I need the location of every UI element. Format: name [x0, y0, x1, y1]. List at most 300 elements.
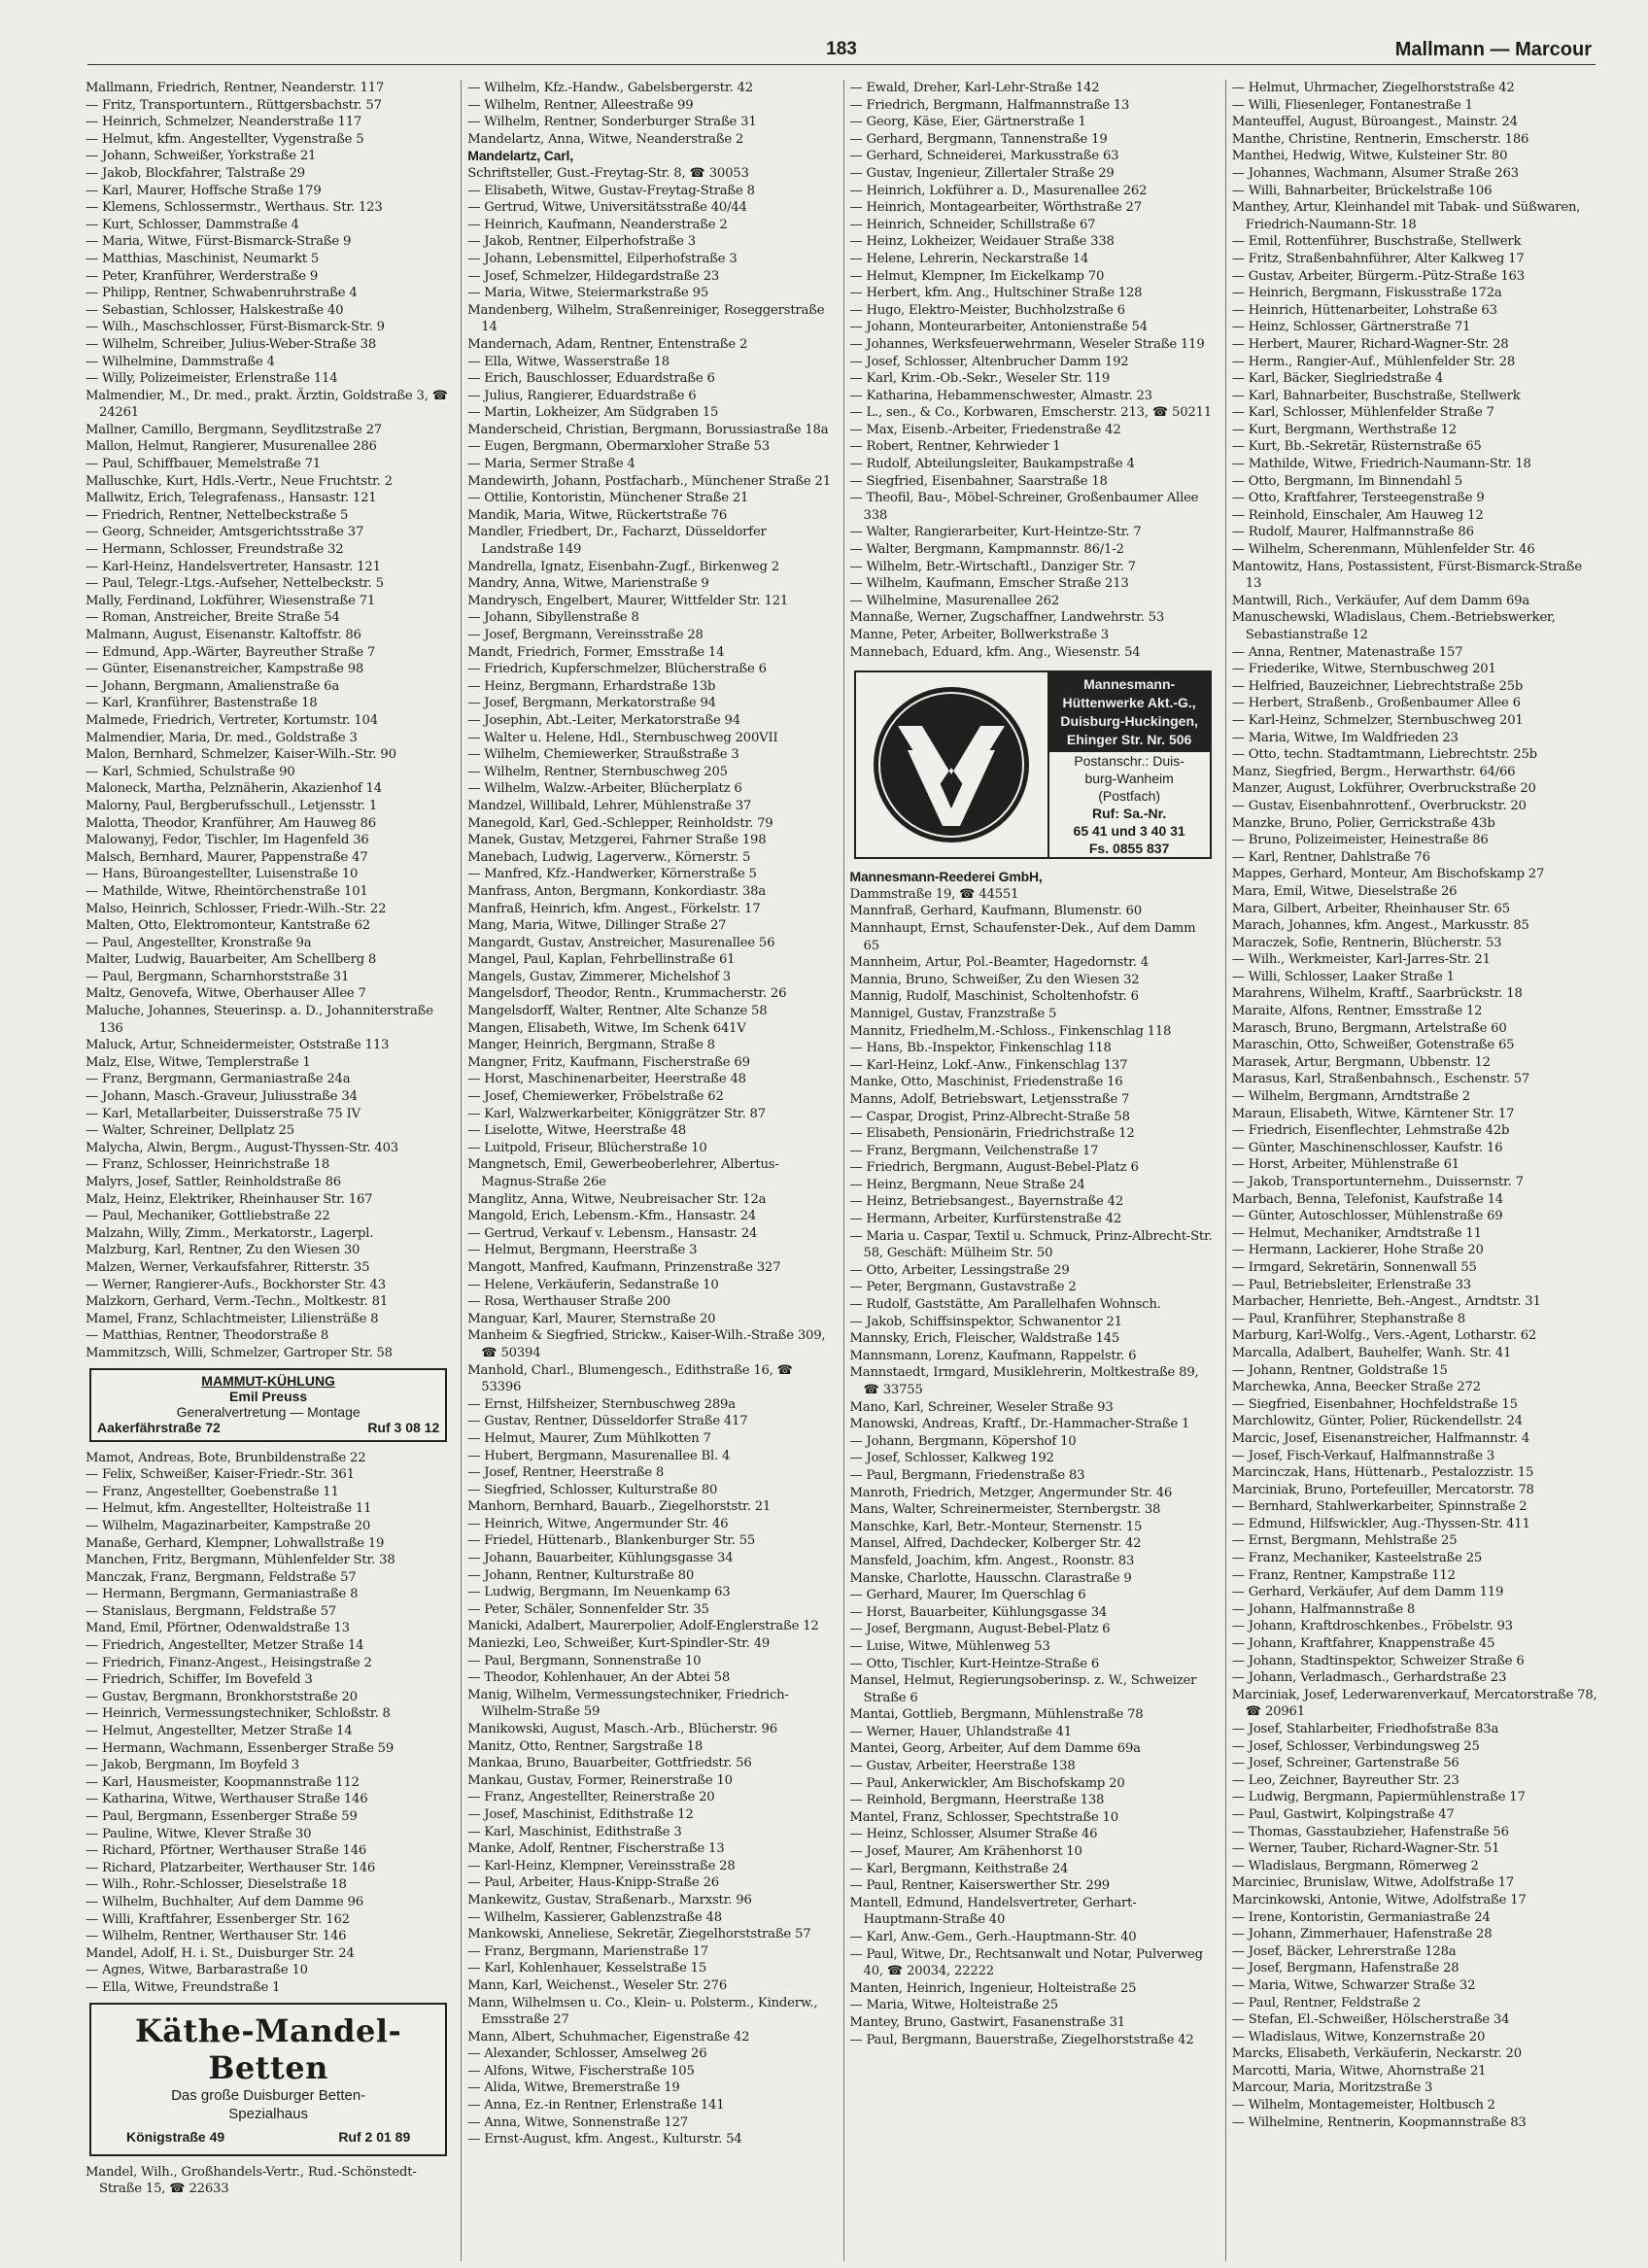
directory-entry: — Werner, Hauer, Uhlandstraße 41: [849, 1724, 1072, 1739]
directory-entry: Mantey, Bruno, Gastwirt, Fasanenstraße 31: [849, 2014, 1125, 2030]
column-1: [86, 80, 451, 2261]
directory-entry: Marcotti, Maria, Witwe, Ahornstraße 21: [1231, 2063, 1487, 2079]
page-header: [87, 39, 1596, 65]
directory-entry: Mantowitz, Hans, Postassistent, Fürst-Bismarck-Straße 13: [1231, 559, 1582, 592]
column-1-top-list: [86, 80, 451, 1362]
directory-entry: — Johann, Bauarbeiter, Kühlungsgasse 34: [467, 1551, 734, 1566]
directory-entry: — Mathilde, Witwe, Friedrich-Naumann-Str. 18: [1231, 457, 1531, 472]
directory-entry: Malycha, Alwin, Bergm., August-Thyssen-Str. 403: [86, 1140, 398, 1155]
mw-line-6: Fs. 0855 837: [1088, 841, 1170, 857]
directory-entry: Marciniak, Bruno, Portefeuiller, Mercatorstr. 78: [1231, 1482, 1534, 1497]
directory-entry: — Josef, Schlosser, Verbindungsweg 25: [1231, 1738, 1480, 1754]
directory-entry: — Gustav, Arbeiter, Heerstraße 138: [849, 1759, 1076, 1774]
directory-entry: — Willy, Polizeimeister, Erlenstraße 114: [86, 371, 338, 387]
directory-entry: — Paul, Bergmann, Essenberger Straße 59: [86, 1809, 358, 1824]
directory-entry: Malmendier, M., Dr. med., prakt. Ärztin, Goldstraße 3, ☎ 24261: [86, 388, 448, 421]
directory-entry: — Jakob, Rentner, Eilperhofstraße 3: [467, 234, 696, 250]
directory-entry: Mankau, Gustav, Former, Reinerstraße 10: [467, 1772, 733, 1788]
directory-entry: — Karl-Heinz, Schmelzer, Sternbuschweg 201: [1231, 712, 1524, 728]
directory-entry: Mano, Karl, Schreiner, Weseler Straße 93: [849, 1399, 1114, 1415]
directory-entry: — Johann, Rentner, Goldstraße 15: [1231, 1362, 1448, 1378]
directory-entry: Schriftsteller, Gust.-Freytag-Str. 8, ☎ 30053: [467, 165, 749, 181]
directory-entry: Mannitz, Friedhelm,M.-Schloss., Finkenschlag 118: [849, 1023, 1172, 1039]
directory-entry: — Paul, Angestellter, Kronstraße 9a: [86, 935, 312, 950]
ad-owner: Emil Preuss: [229, 1388, 308, 1404]
directory-entry: Manke, Adolf, Rentner, Fischerstraße 13: [467, 1841, 725, 1857]
column-3-main-list: [850, 886, 1216, 2048]
directory-entry: — Rudolf, Gaststätte, Am Parallelhafen Wohnsch.: [849, 1297, 1161, 1313]
directory-entry: — Josef, Bergmann, August-Bebel-Platz 6: [849, 1622, 1111, 1637]
directory-entry: — Wilh., Rohr.-Schlosser, Dieselstraße 18: [86, 1877, 347, 1893]
directory-entry: — Edmund, App.-Wärter, Bayreuther Straße 7: [86, 644, 376, 660]
directory-entry: — Gustav, Arbeiter, Bürgerm.-Pütz-Straße 163: [1231, 268, 1525, 284]
directory-entry: — Gertrud, Witwe, Universitätsstraße 40/44: [467, 200, 747, 216]
directory-entry: — Johann, Bergmann, Amalienstraße 6a: [86, 678, 340, 694]
mw-line-3: (Postfach): [1098, 788, 1161, 805]
directory-entry: Mandzel, Willibald, Lehrer, Mühlenstraße 37: [467, 798, 752, 813]
directory-entry: — Leo, Zeichner, Bayreuther Str. 23: [1231, 1772, 1459, 1788]
directory-entry: Manzer, August, Lokführer, Overbruckstraße 20: [1231, 781, 1536, 797]
directory-entry: — Siegfried, Eisenbahner, Hochfeldstraße 15: [1231, 1396, 1518, 1412]
directory-entry: — Karl, Bahnarbeiter, Buschstraße, Stellwerk: [1231, 388, 1521, 403]
directory-entry: — Wladislaus, Witwe, Konzernstraße 20: [1231, 2029, 1486, 2045]
ad-address: Königstraße 49: [126, 2128, 225, 2145]
directory-entry: — Richard, Pförtner, Werthauser Straße 146: [86, 1843, 367, 1859]
directory-entry: Mangen, Elisabeth, Witwe, Im Schenk 641V: [467, 1020, 746, 1036]
directory-entry: Manczak, Franz, Bergmann, Feldstraße 57: [86, 1569, 357, 1585]
directory-entry: Malyrs, Josef, Sattler, Reinholdstraße 86: [86, 1175, 341, 1189]
directory-entry: Marciniak, Josef, Lederwarenverkauf, Mercatorstraße 78, ☎ 20961: [1231, 1687, 1597, 1720]
directory-entry: Manebach, Ludwig, Lagerverw., Körnerstr. 5: [467, 849, 751, 865]
directory-entry: Maltz, Genovefa, Witwe, Oberhauser Allee 7: [86, 986, 366, 1002]
directory-entry: — Johann, Zimmerhauer, Hafenstraße 28: [1231, 1927, 1493, 1942]
directory-entry: — Rudolf, Maurer, Halfmannstraße 86: [1231, 525, 1474, 540]
directory-entry: — Jakob, Blockfahrer, Talstraße 29: [86, 165, 305, 181]
directory-entry: — Karl, Schlosser, Mühlenfelder Straße 7: [1231, 405, 1494, 421]
directory-entry: — Heinrich, Schneider, Schillstraße 67: [849, 217, 1096, 232]
directory-entry: — Helmut, kfm. Angestellter, Vygenstraße 5: [86, 131, 364, 147]
directory-entry: — Paul, Ankerwickler, Am Bischofskamp 20: [849, 1775, 1125, 1791]
directory-entry: — Johann, Kraftdroschkenbes., Fröbelstr. 93: [1231, 1619, 1513, 1634]
directory-entry: — Josef, Bergmann, Vereinsstraße 28: [467, 628, 704, 642]
directory-entry: — Theofil, Bau-, Möbel-Schreiner, Großenbaumer Allee 338: [849, 491, 1199, 523]
directory-entry: Mankewitz, Gustav, Straßenarb., Marxstr. 96: [467, 1892, 752, 1907]
directory-entry: — Ernst, Bergmann, Mehlstraße 25: [1231, 1533, 1458, 1549]
directory-entry: — Wilhelm, Rentner, Alleestraße 99: [467, 97, 694, 113]
directory-entry: — Peter, Bergmann, Gustavstraße 2: [849, 1280, 1077, 1295]
directory-entry: Manne, Peter, Arbeiter, Bollwerkstraße 3: [849, 628, 1109, 642]
directory-entry: Malter, Ludwig, Bauarbeiter, Am Schellberg 8: [86, 952, 377, 968]
directory-entry: — Peter, Kranführer, Werderstraße 9: [86, 268, 319, 284]
directory-entry: — Otto, Arbeiter, Lessingstraße 29: [849, 1262, 1070, 1278]
directory-entry: — Josef, Schlosser, Kalkweg 192: [849, 1451, 1054, 1466]
directory-entry: — Wilhelm, Kaufmann, Emscher Straße 213: [849, 576, 1129, 592]
directory-entry: — Hermann, Bergmann, Germaniastraße 8: [86, 1587, 359, 1602]
directory-entry: — Stefan, El.-Schweißer, Hölscherstraße 34: [1231, 2012, 1510, 2028]
directory-entry: Mallon, Helmut, Rangierer, Musurenallee 286: [86, 439, 377, 455]
directory-entry: — Wilhelm, Betr.-Wirtschaftl., Danziger Str. 7: [849, 559, 1136, 574]
directory-entry: — Franz, Rentner, Kampstraße 112: [1231, 1567, 1456, 1583]
directory-entry: Mappes, Gerhard, Monteur, Am Bischofskamp 27: [1231, 867, 1545, 882]
directory-entry: — Johann, Schweißer, Yorkstraße 21: [86, 149, 317, 164]
directory-entry: — Edmund, Hilfswickler, Aug.-Thyssen-Str. 411: [1231, 1516, 1530, 1531]
directory-entry: Mandernach, Adam, Rentner, Entenstraße 2: [467, 336, 748, 352]
directory-entry: — Siegfried, Schlosser, Kulturstraße 80: [467, 1482, 718, 1497]
directory-entry: Maraite, Alfons, Rentner, Emsstraße 12: [1231, 1004, 1483, 1019]
directory-entry: Mann, Karl, Weichenst., Weseler Str. 276: [467, 1977, 728, 1993]
directory-entry: Manig, Wilhelm, Vermessungstechniker, Friedrich-Wilhelm-Straße 59: [467, 1687, 789, 1720]
directory-entry: — Paul, Telegr.-Ltgs.-Aufseher, Nettelbeckstr. 5: [86, 576, 384, 592]
directory-entry: Maraschin, Otto, Schweißer, Gotenstraße 65: [1231, 1038, 1515, 1053]
directory-entry: Manheim & Siegfried, Strickw., Kaiser-Wilh.-Straße 309, ☎ 50394: [467, 1328, 826, 1360]
directory-entry: Manicki, Adalbert, Maurerpolier, Adolf-Englerstraße 12: [467, 1619, 819, 1634]
directory-entry: Mandelartz, Anna, Witwe, Neanderstraße 2: [467, 131, 744, 147]
directory-entry: — Alexander, Schlosser, Amselweg 26: [467, 2046, 707, 2062]
directory-entry: Malz, Heinz, Elektriker, Rheinhauser Str. 167: [86, 1191, 373, 1207]
directory-entry: — Heinrich, Vermessungstechniker, Schloßstr. 8: [86, 1706, 391, 1722]
directory-entry: — Karl, Kohlenhauer, Kesselstraße 15: [467, 1961, 707, 1976]
directory-entry: Mamot, Andreas, Bote, Brunbildenstraße 22: [86, 1450, 366, 1465]
directory-entry: — Walter, Bergmann, Kampmannstr. 86/1-2: [849, 542, 1124, 558]
directory-entry: — Maria, Sermer Straße 4: [467, 457, 635, 472]
directory-entry: — Jakob, Bergmann, Im Boyfeld 3: [86, 1758, 299, 1773]
directory-entry: Mandt, Friedrich, Former, Emsstraße 14: [467, 644, 725, 660]
directory-entry: — Friedrich, Eisenflechter, Lehmstraße 42b: [1231, 1123, 1510, 1139]
directory-entry: Malmann, August, Eisenanstr. Kaltoffstr. 86: [86, 628, 361, 642]
directory-entry: — Paul, Kranführer, Stephanstraße 8: [1231, 1311, 1465, 1326]
directory-entry: — Gustav, Rentner, Düsseldorfer Straße 417: [467, 1414, 748, 1429]
directory-entry: — Maria, Witwe, Im Waldfrieden 23: [1231, 730, 1459, 745]
mw-line-5: 65 41 und 3 40 31: [1073, 823, 1185, 840]
directory-entry: — Richard, Platzarbeiter, Werthauser Str. 146: [86, 1860, 376, 1875]
directory-entry: — Paul, Bergmann, Sonnenstraße 10: [467, 1653, 702, 1668]
directory-entry: — Josef, Stahlarbeiter, Friedhofstraße 83a: [1231, 1722, 1499, 1736]
directory-entry: Mannig, Rudolf, Maschinist, Scholtenhofstr. 6: [849, 989, 1139, 1005]
directory-entry: — Horst, Arbeiter, Mühlenstraße 61: [1231, 1157, 1459, 1173]
directory-columns: [86, 80, 1597, 2261]
directory-entry: Mandenberg, Wilhelm, Straßenreiniger, Roseggerstraße 14: [467, 302, 825, 335]
directory-entry: Mangott, Manfred, Kaufmann, Prinzenstraße 327: [467, 1259, 781, 1275]
directory-entry: — Julius, Rangierer, Eduardstraße 6: [467, 388, 697, 403]
directory-entry: Manns, Adolf, Betriebswart, Letjensstraße 7: [849, 1091, 1130, 1107]
directory-entry: — Johann, Bergmann, Köpershof 10: [849, 1433, 1077, 1449]
directory-entry: Mantei, Georg, Arbeiter, Auf dem Damme 69a: [849, 1741, 1141, 1757]
directory-entry: — Kurt, Bb.-Sekretär, Rüsternstraße 65: [1231, 439, 1482, 455]
directory-entry: — Gerhard, Bergmann, Tannenstraße 19: [849, 131, 1108, 147]
directory-entry: — Heinz, Lokheizer, Weidauer Straße 338: [849, 234, 1115, 250]
directory-entry: — Wilhelmine, Masurenallee 262: [849, 593, 1060, 608]
directory-entry: Mangelsdorff, Walter, Rentner, Alte Schanze 58: [467, 1004, 768, 1019]
directory-entry: Mangels, Gustav, Zimmerer, Michelshof 3: [467, 969, 731, 984]
directory-entry: Mandel, Wilh., Großhandels-Vertr., Rud.-Schönstedt-Straße 15, ☎ 22633: [86, 2164, 417, 2197]
directory-entry: — Walter, Rangierarbeiter, Kurt-Heintze-Str. 7: [849, 525, 1142, 540]
directory-entry: — Josephin, Abt.-Leiter, Merkatorstraße 94: [467, 712, 740, 728]
directory-entry: Marcic, Josef, Eisenanstreicher, Halfmannstr. 4: [1231, 1430, 1530, 1446]
directory-entry: — Josef, Maurer, Am Krähenhorst 10: [849, 1844, 1082, 1860]
directory-entry: — Matthias, Rentner, Theodorstraße 8: [86, 1328, 329, 1344]
directory-entry: — Mathilde, Witwe, Rheintörchenstraße 101: [86, 883, 368, 899]
directory-entry: Mans, Walter, Schreinermeister, Sternbergstr. 38: [849, 1502, 1161, 1518]
directory-entry: — Josef, Fisch-Verkauf, Halfmannstraße 3: [1231, 1448, 1495, 1463]
directory-entry: — Wilhelmine, Dammstraße 4: [86, 354, 275, 369]
directory-entry: Marasch, Bruno, Bergmann, Artelstraße 60: [1231, 1020, 1507, 1036]
directory-entry: Mannaße, Werner, Zugschaffner, Landwehrstr. 53: [849, 610, 1165, 626]
directory-entry: Marchlowitz, Günter, Polier, Rückendellstr. 24: [1231, 1414, 1523, 1429]
directory-entry: — Ewald, Dreher, Karl-Lehr-Straße 142: [849, 81, 1100, 95]
directory-entry: — Franz, Schlosser, Heinrichstraße 18: [86, 1157, 330, 1173]
directory-entry: Maluche, Johannes, Steuerinsp. a. D., Johanniterstraße 136: [86, 1004, 433, 1036]
directory-entry: Malmendier, Maria, Dr. med., Goldstraße 3: [86, 730, 358, 745]
directory-entry: — Klemens, Schlossermstr., Werthaus. Str. 123: [86, 200, 383, 216]
directory-entry: — Heinz, Bergmann, Erhardstraße 13b: [467, 678, 716, 694]
directory-entry: Mannsmann, Lorenz, Kaufmann, Rappelstr. 6: [849, 1348, 1137, 1363]
directory-entry: Malon, Bernhard, Schmelzer, Kaiser-Wilh.-Str. 90: [86, 747, 396, 763]
directory-entry: — Karl, Krim.-Ob.-Sekr., Weseler Str. 119: [849, 371, 1111, 387]
directory-entry: — Gerhard, Verkäufer, Auf dem Damm 119: [1231, 1585, 1504, 1600]
directory-entry: Marcalla, Adalbert, Bauhelfer, Wanh. Str. 41: [1231, 1345, 1512, 1360]
directory-entry: — Heinrich, Hüttenarbeiter, Lohstraße 63: [1231, 302, 1497, 318]
bold-entry-mandelartz: Mandelartz, Carl,: [467, 148, 573, 164]
directory-entry: Malso, Heinrich, Schlosser, Friedr.-Wilh.-Str. 22: [86, 901, 387, 916]
directory-entry: — Bruno, Polizeimeister, Heinestraße 86: [1231, 833, 1489, 848]
directory-entry: — Otto, Kraftfahrer, Tersteegenstraße 9: [1231, 491, 1485, 506]
directory-entry: — Anna, Rentner, Matenastraße 157: [1231, 644, 1463, 660]
directory-entry: — Fritz, Straßenbahnführer, Alter Kalkweg 17: [1231, 251, 1525, 266]
ad-address: Aakerfährstraße 72: [97, 1419, 221, 1435]
directory-entry: — Ernst-August, kfm. Angest., Kulturstr. 54: [467, 2132, 742, 2148]
directory-entry: Manchen, Fritz, Bergmann, Mühlenfelder Str. 38: [86, 1553, 395, 1568]
directory-entry: — Luitpold, Friseur, Blücherstraße 10: [467, 1140, 707, 1155]
directory-entry: — Friedrich, Bergmann, Halfmannstraße 13: [849, 97, 1130, 113]
directory-entry: — Wilhelm, Rentner, Sonderburger Straße 31: [467, 115, 757, 130]
ad-line-2: Spezialhaus: [228, 2105, 308, 2122]
directory-entry: — Friedrich, Finanz-Angest., Heisingstraße 2: [86, 1655, 372, 1670]
directory-entry: — Georg, Käse, Eier, Gärtnerstraße 1: [849, 115, 1086, 130]
directory-entry: — Otto, Tischler, Kurt-Heintze-Straße 6: [849, 1656, 1100, 1671]
directory-entry: Mandewirth, Johann, Postfacharb., Münchener Straße 21: [467, 473, 831, 489]
directory-entry: — Wilhelm, Walzw.-Arbeiter, Blücherplatz 6: [467, 781, 742, 797]
directory-entry: — Gustav, Bergmann, Bronkhorststraße 20: [86, 1689, 358, 1704]
directory-entry: — Jakob, Schiffsinspektor, Schwanentor 21: [849, 1314, 1122, 1329]
directory-entry: Mannebach, Eduard, kfm. Ang., Wiesenstr. 54: [849, 644, 1141, 660]
directory-entry: Maraczek, Sofie, Rentnerin, Blücherstr. 53: [1231, 935, 1502, 950]
directory-entry: — Paul, Gastwirt, Kolpingstraße 47: [1231, 1806, 1455, 1822]
directory-entry: — Willi, Fliesenleger, Fontanestraße 1: [1231, 97, 1473, 113]
directory-entry: — Rosa, Werthauser Straße 200: [467, 1294, 670, 1310]
directory-entry: Mallwitz, Erich, Telegrafenass., Hansastr. 121: [86, 491, 377, 506]
directory-entry: — Friedrich, Bergmann, August-Bebel-Platz 6: [849, 1160, 1139, 1176]
directory-entry: — Friedel, Hüttenarb., Blankenburger Str. 55: [467, 1533, 756, 1549]
directory-entry: — Roman, Anstreicher, Breite Straße 54: [86, 610, 340, 626]
directory-entry: — Franz, Mechaniker, Kasteelstraße 25: [1231, 1551, 1483, 1566]
directory-entry: — Josef, Maschinist, Edithstraße 12: [467, 1806, 694, 1822]
directory-entry: Mannsky, Erich, Fleischer, Waldstraße 145: [849, 1331, 1120, 1347]
directory-entry: Manitz, Otto, Rentner, Sargstraße 18: [467, 1738, 704, 1754]
directory-entry: — Anna, Witwe, Sonnenstraße 127: [467, 2114, 688, 2130]
directory-entry: Manfrass, Anton, Bergmann, Konkordiastr. 38a: [467, 883, 767, 899]
directory-entry: Malzburg, Karl, Rentner, Zu den Wiesen 30: [86, 1243, 360, 1258]
directory-entry: — Agnes, Witwe, Barbarastraße 10: [86, 1963, 308, 1978]
directory-entry: Manaße, Gerhard, Klempner, Lohwallstraße 19: [86, 1535, 385, 1551]
directory-entry: Mantwill, Rich., Verkäufer, Auf dem Damm 69a: [1231, 593, 1530, 608]
directory-entry: Mara, Gilbert, Arbeiter, Rheinhauser Str. 65: [1231, 901, 1510, 916]
column-1-bottom-list: [86, 1450, 451, 1997]
directory-entry: Manz, Siegfried, Bergm., Herwarthstr. 64/66: [1231, 764, 1516, 779]
directory-entry: — Karl, Rentner, Dahlstraße 76: [1231, 849, 1430, 865]
directory-entry: Mantell, Edmund, Handelsvertreter, Gerhart-Hauptmann-Straße 40: [849, 1895, 1137, 1928]
directory-entry: Marcour, Maria, Moritzstraße 3: [1231, 2080, 1433, 2096]
directory-entry: Mansel, Helmut, Regierungsoberinsp. z. W., Schweizer Straße 6: [849, 1673, 1197, 1705]
directory-entry: — Georg, Schneider, Amtsgerichtsstraße 37: [86, 525, 364, 540]
directory-entry: Manske, Charlotte, Hausschn. Clarastraße 9: [849, 1570, 1132, 1586]
directory-entry: — Wilhelm, Rentner, Werthauser Str. 146: [86, 1929, 347, 1944]
directory-entry: — Kurt, Bergmann, Werthstraße 12: [1231, 422, 1457, 437]
directory-entry: — Ella, Witwe, Freundstraße 1: [86, 1979, 281, 1995]
directory-entry: Manke, Otto, Maschinist, Friedenstraße 16: [849, 1075, 1123, 1090]
column-3-top-list: [850, 80, 1216, 661]
directory-entry: — Helmut, Bergmann, Heerstraße 3: [467, 1243, 698, 1258]
directory-entry: — Günter, Maschinenschlosser, Kaufstr. 16: [1231, 1140, 1503, 1155]
directory-entry: Marbacher, Henriette, Beh.-Angest., Arndtstr. 31: [1231, 1294, 1541, 1310]
directory-entry: Maniezki, Leo, Schweißer, Kurt-Spindler-Str. 49: [467, 1636, 771, 1652]
directory-entry: — Gerhard, Schneiderei, Markusstraße 63: [849, 149, 1119, 164]
ad-line-1: Das große Duisburger Betten-: [171, 2086, 366, 2104]
directory-entry: Mangnetsch, Emil, Gewerbeoberlehrer, Albertus-Magnus-Straße 26e: [467, 1157, 779, 1189]
directory-entry: Malsch, Bernhard, Maurer, Pappenstraße 47: [86, 849, 368, 865]
directory-entry: — Hermann, Schlosser, Freundstraße 32: [86, 542, 344, 558]
directory-entry: Maluck, Artur, Schneidermeister, Oststraße 113: [86, 1038, 390, 1053]
column-4: [1225, 80, 1597, 2261]
directory-entry: — Luise, Witwe, Mühlenweg 53: [849, 1638, 1050, 1654]
directory-entry: — Elisabeth, Witwe, Gustav-Freytag-Straße 8: [467, 183, 755, 198]
directory-entry: — Wilhelm, Chemiewerker, Straußstraße 3: [467, 747, 739, 763]
directory-entry: — Paul, Witwe, Dr., Rechtsanwalt und Notar, Pulverweg 40, ☎ 20034, 22222: [849, 1946, 1203, 1979]
directory-entry: Marahrens, Wilhelm, Kraftf., Saarbrückstr. 18: [1231, 986, 1523, 1002]
directory-entry: Manikowski, August, Masch.-Arb., Blücherstr. 96: [467, 1722, 777, 1736]
directory-entry: Manteuffel, August, Büroangest., Mainstr. 24: [1231, 115, 1518, 130]
directory-entry: — Günter, Autoschlosser, Mühlenstraße 69: [1231, 1209, 1503, 1224]
directory-entry: Marchewka, Anna, Beecker Straße 272: [1231, 1380, 1481, 1395]
directory-entry: — Karl, Bäcker, Sieglriedstraße 4: [1231, 371, 1444, 387]
directory-entry: — Gerhard, Maurer, Im Querschlag 6: [849, 1588, 1086, 1603]
directory-entry: Mannstaedt, Irmgard, Musiklehrerin, Moltkestraße 89, ☎ 33755: [849, 1365, 1199, 1397]
directory-entry: — Wladislaus, Bergmann, Römerweg 2: [1231, 1858, 1479, 1873]
directory-entry: — Wilhelm, Rentner, Sternbuschweg 205: [467, 764, 728, 779]
directory-entry: — Horst, Maschinenarbeiter, Heerstraße 48: [467, 1072, 746, 1087]
directory-entry: — Heinrich, Witwe, Angermunder Str. 46: [467, 1516, 729, 1531]
directory-entry: Manek, Gustav, Metzgerei, Fahrner Straße 198: [467, 833, 767, 848]
directory-entry: Mankowski, Anneliese, Sekretär, Ziegelhorststraße 57: [467, 1927, 811, 1942]
directory-entry: — Helene, Verkäuferin, Sedanstraße 10: [467, 1277, 719, 1292]
column-3: [843, 80, 1216, 2261]
kathe-mandel-betten-ad: [89, 2003, 447, 2156]
directory-entry: — Karl-Heinz, Klempner, Vereinsstraße 28: [467, 1858, 736, 1873]
directory-entry: Mand, Emil, Pförtner, Odenwaldstraße 13: [86, 1621, 350, 1636]
directory-entry: — Manfred, Kfz.-Handwerker, Körnerstraße 5: [467, 867, 757, 882]
directory-entry: Manderscheid, Christian, Bergmann, Borussiastraße 18a: [467, 422, 829, 437]
directory-entry: Marcks, Elisabeth, Verkäuferin, Neckarstr. 20: [1231, 2046, 1522, 2062]
directory-entry: Mallner, Camillo, Bergmann, Seydlitzstraße 27: [86, 422, 382, 437]
directory-entry: — Karl-Heinz, Handelsvertreter, Hansastr. 121: [86, 559, 381, 574]
directory-entry: — Karl-Heinz, Lokf.-Anw., Finkenschlag 137: [849, 1057, 1128, 1073]
directory-entry: — Friedrich, Schiffer, Im Bovefeld 3: [86, 1672, 313, 1688]
mannesmann-huttenwerke-ad: [854, 670, 1212, 859]
directory-entry: Mannhaupt, Ernst, Schaufenster-Dek., Auf dem Damm 65: [849, 920, 1196, 953]
directory-entry: — Werner, Rangierer-Aufs., Bockhorster Str. 43: [86, 1277, 386, 1292]
directory-entry: Manzke, Bruno, Polier, Gerrickstraße 43b: [1231, 815, 1495, 831]
directory-entry: — Johann, Kraftfahrer, Knappenstraße 45: [1231, 1636, 1495, 1652]
directory-entry: — Gertrud, Verkauf v. Lebensm., Hansastr. 24: [467, 1225, 758, 1241]
directory-entry: — Max, Eisenb.-Arbeiter, Friedenstraße 42: [849, 422, 1121, 437]
directory-entry: — Felix, Schweißer, Kaiser-Friedr.-Str. 361: [86, 1467, 355, 1483]
directory-entry: Manhorn, Bernhard, Bauarb., Ziegelhorststr. 21: [467, 1499, 772, 1515]
directory-entry: — Jakob, Transportunternehm., Duissernstr. 7: [1231, 1175, 1524, 1189]
directory-entry: — Johann, Verladmasch., Gerhardstraße 23: [1231, 1670, 1507, 1686]
directory-entry: — Helmut, Mechaniker, Arndtstraße 11: [1231, 1225, 1482, 1241]
directory-entry: — Katharina, Hebammenschwester, Almastr. 23: [849, 388, 1152, 403]
directory-entry: Mankaa, Bruno, Bauarbeiter, Gottfriedstr. 56: [467, 1756, 752, 1771]
directory-entry: — Franz, Angestellter, Reinerstraße 20: [467, 1790, 715, 1805]
directory-entry: Mally, Ferdinand, Lokführer, Wiesenstraße 71: [86, 593, 376, 608]
directory-entry: — Josef, Rentner, Heerstraße 8: [467, 1465, 665, 1481]
directory-entry: — Hermann, Lackierer, Hohe Straße 20: [1231, 1243, 1484, 1258]
directory-entry: Marcinczak, Hans, Hüttenarb., Pestalozzistr. 15: [1231, 1465, 1534, 1481]
directory-entry: Manglitz, Anna, Witwe, Neubreisacher Str. 12a: [467, 1191, 767, 1207]
directory-entry: — Thomas, Gasstaubzieher, Hafenstraße 56: [1231, 1824, 1509, 1839]
directory-entry: Malluschke, Kurt, Hdls.-Vertr., Neue Fruchtstr. 2: [86, 473, 393, 489]
directory-entry: — Friederike, Witwe, Sternbuschweg 201: [1231, 662, 1496, 677]
running-head: Mallmann — Marcour: [1394, 39, 1592, 60]
directory-entry: — Karl, Kranführer, Bastenstraße 18: [86, 696, 318, 711]
directory-entry: — Bernhard, Stahlwerkarbeiter, Spinnstraße 2: [1231, 1499, 1528, 1515]
directory-entry: Mangold, Erich, Lebensm.-Kfm., Hansastr. 24: [467, 1209, 756, 1224]
directory-entry: — Katharina, Witwe, Werthauser Straße 146: [86, 1792, 368, 1807]
directory-entry: Mandik, Maria, Witwe, Rückertstraße 76: [467, 507, 728, 523]
directory-entry: — Josef, Bergmann, Merkatorstraße 94: [467, 696, 716, 711]
directory-entry: — Heinrich, Montagearbeiter, Wörthstraße 27: [849, 200, 1142, 216]
directory-entry: Mannia, Bruno, Schweißer, Zu den Wiesen 32: [849, 972, 1140, 987]
directory-entry: — Wilh., Werkmeister, Karl-Jarres-Str. 21: [1231, 952, 1491, 968]
directory-entry: — Paul, Rentner, Kaiserswerther Str. 299: [849, 1878, 1110, 1894]
directory-entry: — Wilhelmine, Rentnerin, Koopmannstraße 83: [1231, 2114, 1527, 2130]
directory-entry: Mandry, Anna, Witwe, Marienstraße 9: [467, 576, 709, 592]
directory-entry: — Johann, Masch.-Graveur, Juliusstraße 34: [86, 1089, 358, 1105]
directory-entry: — Hans, Bb.-Inspektor, Finkenschlag 118: [849, 1041, 1112, 1056]
directory-entry: — Siegfried, Eisenbahner, Saarstraße 18: [849, 473, 1108, 489]
mw-line-2: burg-Wanheim: [1084, 771, 1174, 787]
directory-entry: — Sebastian, Schlosser, Halskestraße 40: [86, 302, 344, 318]
directory-entry: — Alfons, Witwe, Fischerstraße 105: [467, 2063, 695, 2079]
directory-entry: — Wilh., Maschschlosser, Fürst-Bismarck-Str. 9: [86, 320, 385, 335]
directory-entry: Manowski, Andreas, Kraftf., Dr.-Hammacher-Straße 1: [849, 1417, 1190, 1432]
directory-entry: — Hugo, Elektro-Meister, Buchholzstraße 6: [849, 302, 1125, 318]
directory-entry: — Wilhelm, Magazinarbeiter, Kampstraße 20: [86, 1518, 371, 1533]
ad-phone: Ruf 2 01 89: [338, 2128, 411, 2145]
directory-entry: Mamel, Franz, Schlachtmeister, Liliensträße 8: [86, 1311, 379, 1326]
directory-entry: — Caspar, Drogist, Prinz-Albrecht-Straße 58: [849, 1109, 1130, 1124]
directory-entry: — Maria, Witwe, Fürst-Bismarck-Straße 9: [86, 234, 352, 250]
directory-entry: — Paul, Schiffbauer, Memelstraße 71: [86, 457, 322, 472]
directory-entry: — Walter, Schreiner, Dellplatz 25: [86, 1123, 294, 1139]
directory-entry: — Peter, Schäler, Sonnenfelder Str. 35: [467, 1601, 709, 1617]
directory-entry: Malotta, Theodor, Kranführer, Am Hauweg 86: [86, 815, 376, 831]
directory-entry: — Josef, Schlosser, Altenbrucher Damm 192: [849, 354, 1129, 369]
directory-entry: — Irene, Kontoristin, Germaniastraße 24: [1231, 1909, 1491, 1925]
directory-entry: — Hermann, Arbeiter, Kurfürstenstraße 42: [849, 1212, 1122, 1227]
directory-entry: — Wilhelm, Bergmann, Arndtstraße 2: [1231, 1089, 1470, 1105]
directory-entry: — Gustav, Ingenieur, Zillertaler Straße 29: [849, 165, 1115, 181]
directory-entry: Marcinieс, Brunislaw, Witwe, Adolfstraße 17: [1231, 1875, 1514, 1891]
